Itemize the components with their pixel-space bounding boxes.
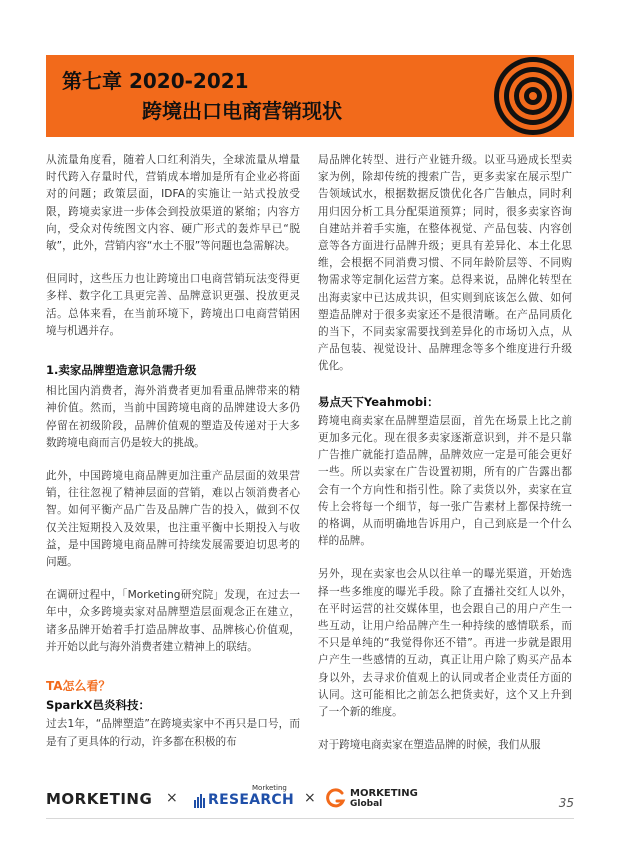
research-logo-main-text: RESEARCH xyxy=(208,792,294,808)
chapter-title-line2: 跨境出口电商营销现状 xyxy=(142,99,342,123)
sparkx-heading: SparkX邑炎科技： xyxy=(46,698,150,713)
paragraph: 从流量角度看，随着人口红利消失，全球流量从增量时代跨入存量时代，营销成本增加是所有企业必将面对的问题；政策层面，IDFA的实施让一站式投放受限，跨境卖家进一步体会到投放渠道的紧缩；内容方向，受众对传统图文内容、硬广形式的轰炸早已“脱敏”，此外，营销内容“水土不服”等问题也急需解决。 xyxy=(46,154,300,253)
chapter-title-line1: 第七章 2020-2021 xyxy=(62,69,249,93)
global-logo-text: MORKETING xyxy=(350,788,418,799)
footer-divider xyxy=(46,818,574,819)
global-logo-subtext: Global xyxy=(350,799,383,809)
page-number: 35 xyxy=(558,796,574,810)
paragraph: 此外，中国跨境电商品牌更加注重产品层面的效果营销，往往忽视了精神层面的营销，难以占领消费者心智。如何平衡产品广告及品牌广告的投入，做到不仅仅关注短期投入及效果，也注重平衡中长期投入与收益，是中国跨境电商品牌可持续发展需要迫切思考的问题。 xyxy=(46,470,300,569)
footer xyxy=(46,784,574,814)
paragraph: 对于跨境电商卖家在塑造品牌的时候，我们从服 xyxy=(318,739,541,752)
yeahmobi-heading: 易点天下Yeahmobi： xyxy=(318,394,439,409)
paragraph: 过去1年，“品牌塑造”在跨境卖家中不再只是口号，而是有了更具体的行动，许多都在积极的布 xyxy=(46,718,300,748)
morketing-global-logo xyxy=(326,786,436,814)
paragraph: 另外，现在卖家也会从以往单一的曝光渠道，开始选择一些多维度的曝光手段。除了直播社交红人以外，在平时运营的社交媒体里，也会跟自己的用户产生一些互动，让用户给品牌产生一种持续的感情联系，而不只是单纯的“我觉得你还不错”。再进一步就是跟用户产生一些感情的互动，真正让用户除了购买产品本身以外，去寻求价值观上的认同或者企业责任方面的认同。这可能相比之前怎么把货卖好，这个又上升到了一个新的维度。 xyxy=(318,568,572,719)
global-logo-icon xyxy=(326,788,346,808)
paragraph: 局品牌化转型、进行产业链升级。以亚马逊成长型卖家为例，除却传统的搜索广告，更多卖家在展示型广告领域试水，根据数据反馈优化各广告触点，同时利用归因分析工具分配渠道预算；同时，很多卖家咨询自建站并着手实施，在整体视觉、产品包装、内容创意等各方面进行品牌升级；更具有差异化、本土化思维，会根据不同消费习惯、不同年龄阶层等、不同购物需求等定制化运营方案。总得来说，品牌化转型在出海卖家中已达成共识，但实则到底该怎么做、如何塑造品牌对于很多卖家还不是很清晰。在产品同质化的当下，不同卖家需要找到差异化的市场切入点，从产品包装、视觉设计、品牌理念等多个维度进行升级优化。 xyxy=(318,154,572,373)
chapter-banner xyxy=(46,55,574,137)
paragraph: 在调研过程中，「Morketing研究院」发现，在过去一年中，众多跨境卖家对品牌塑造层面观念正在建立，诸多品牌开始着手打造品牌故事、品牌核心价值观，并开始以此与海外消费者建立精神上的联结。 xyxy=(46,589,300,653)
morketing-logo: MORKETING xyxy=(46,790,153,808)
paragraph: 跨境电商卖家在品牌塑造层面，首先在场景上比之前更加多元化。现在很多卖家逐渐意识到，并不是只靠广告推广就能打造品牌，品牌效应一定是可能会更好一些。所以卖家在广告设置初期，所有的广告露出都会有一个方向性和指引性。除了卖货以外，卖家在宣传上会将每一个细节，每一张广告素材上都保持统一的格调，从而明确地告诉用户，自己到底是一个什么样的品牌。 xyxy=(318,414,572,548)
paragraph: 相比国内消费者，海外消费者更加看重品牌带来的精神价值。然而，当前中国跨境电商的品牌建设大多仍停留在初级阶段，品牌价值观的塑造及传递对于大多数跨境电商而言仍是较大的挑战。 xyxy=(46,385,300,449)
section-heading: 1.卖家品牌塑造意识急需升级 xyxy=(46,363,197,378)
spiral-decoration-icon xyxy=(492,55,574,137)
times-symbol: × xyxy=(166,790,178,806)
ta-heading: TA怎么看？ xyxy=(46,679,111,694)
times-symbol: × xyxy=(304,790,316,806)
research-bars-icon xyxy=(194,794,206,808)
paragraph: 但同时，这些压力也让跨境出口电商营销玩法变得更多样、数字化工具更完善、品牌意识更强、投放更灵活。总体来看，在当前环境下，跨境出口电商营销困境与机遇并存。 xyxy=(46,273,300,337)
research-logo-small-text: Morketing xyxy=(252,784,287,792)
left-column xyxy=(46,152,300,751)
right-column xyxy=(318,152,572,755)
morketing-research-logo xyxy=(194,784,294,814)
